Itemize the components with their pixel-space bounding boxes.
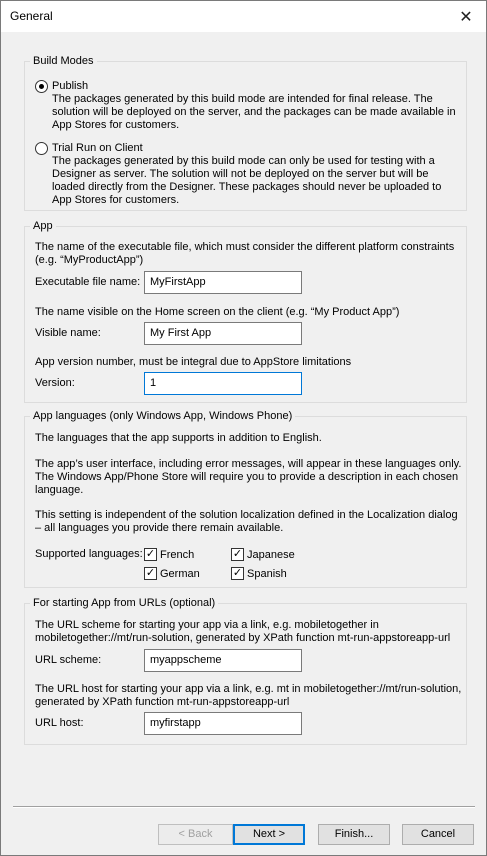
japanese-label[interactable]: Japanese bbox=[247, 549, 295, 561]
app-group-title: App bbox=[30, 220, 56, 233]
exe-desc-1: The name of the executable file, which must consider the different platform constraints bbox=[35, 241, 455, 253]
publish-desc-3: App Stores for customers. bbox=[52, 119, 180, 131]
japanese-checkbox[interactable]: ✓ bbox=[232, 548, 243, 560]
visible-name-input[interactable]: My First App bbox=[144, 322, 302, 345]
languages-desc-2a: The app’s user interface, including error messages, will appear in these languages only. bbox=[35, 458, 462, 470]
trial-desc-4: App Stores for customers. bbox=[52, 194, 180, 206]
trial-run-radio[interactable] bbox=[35, 142, 48, 155]
french-label[interactable]: French bbox=[160, 549, 195, 561]
build-modes-title: Build Modes bbox=[30, 55, 97, 68]
exe-label: Executable file name: bbox=[35, 276, 141, 288]
app-languages-title: App languages (only Windows App, Windows Phone) bbox=[30, 410, 295, 423]
url-group-title: For starting App from URLs (optional) bbox=[30, 597, 218, 610]
spanish-label[interactable]: Spanish bbox=[247, 568, 287, 580]
exe-name-input[interactable]: MyFirstApp bbox=[144, 271, 302, 294]
version-input[interactable]: 1 bbox=[144, 372, 302, 395]
exe-desc-2: (e.g. “MyProductApp”) bbox=[35, 254, 144, 266]
trial-desc-1: The packages generated by this build mode can only be used for testing with a bbox=[52, 155, 435, 167]
trial-desc-3: loaded directly from the Designer. These packages should never be uploaded to bbox=[52, 181, 442, 193]
scheme-desc-2: mobiletogether://mt/run-solution, generated by XPath function mt-run-appstoreapp-url bbox=[35, 632, 451, 644]
host-label: URL host: bbox=[35, 717, 84, 729]
german-label[interactable]: German bbox=[160, 568, 200, 580]
visible-label: Visible name: bbox=[35, 327, 101, 339]
publish-label[interactable]: Publish bbox=[52, 80, 89, 92]
version-label: Version: bbox=[35, 377, 75, 389]
host-desc-1: The URL host for starting your app via a link, e.g. mt in mobiletogether://mt/run-solution, bbox=[35, 683, 462, 695]
url-scheme-input[interactable]: myappscheme bbox=[144, 649, 302, 672]
french-checkbox[interactable]: ✓ bbox=[145, 548, 156, 560]
close-icon[interactable]: ✕ bbox=[459, 8, 473, 26]
url-host-input[interactable]: myfirstapp bbox=[144, 712, 302, 735]
languages-desc-3b: – all languages you provide there remain available. bbox=[35, 522, 284, 534]
publish-radio[interactable] bbox=[35, 80, 48, 93]
languages-desc-1: The languages that the app supports in addition to English. bbox=[35, 432, 322, 444]
visible-desc: The name visible on the Home screen on the client (e.g. “My Product App”) bbox=[35, 306, 400, 318]
version-desc: App version number, must be integral due to AppStore limitations bbox=[35, 356, 352, 368]
publish-desc-1: The packages generated by this build mode are intended for final release. The bbox=[52, 93, 433, 105]
next-button[interactable]: Next > bbox=[233, 824, 305, 845]
host-desc-2: generated by XPath function mt-run-appstoreapp-url bbox=[35, 696, 290, 708]
languages-desc-2b: The Windows App/Phone Store will require you to provide a description in each chosen bbox=[35, 471, 459, 483]
footer-separator bbox=[13, 806, 475, 808]
publish-desc-2: solution will be deployed on the server, and the packages can be made available in bbox=[52, 106, 456, 118]
languages-desc-3a: This setting is independent of the solution localization defined in the Localization dialog bbox=[35, 509, 458, 521]
trial-run-label[interactable]: Trial Run on Client bbox=[52, 142, 143, 154]
title-bar bbox=[1, 1, 486, 32]
german-checkbox[interactable]: ✓ bbox=[145, 567, 156, 579]
cancel-button[interactable]: Cancel bbox=[402, 824, 474, 845]
back-button[interactable]: < Back bbox=[158, 824, 233, 845]
scheme-label: URL scheme: bbox=[35, 654, 102, 666]
finish-button[interactable]: Finish... bbox=[318, 824, 390, 845]
window-title: General bbox=[10, 9, 53, 23]
supported-languages-label: Supported languages: bbox=[35, 548, 143, 560]
trial-desc-2: Designer as server. The solution will not be deployed on the server but will be bbox=[52, 168, 429, 180]
scheme-desc-1: The URL scheme for starting your app via a link, e.g. mobiletogether in bbox=[35, 619, 379, 631]
languages-desc-2c: language. bbox=[35, 484, 84, 496]
spanish-checkbox[interactable]: ✓ bbox=[232, 567, 243, 579]
